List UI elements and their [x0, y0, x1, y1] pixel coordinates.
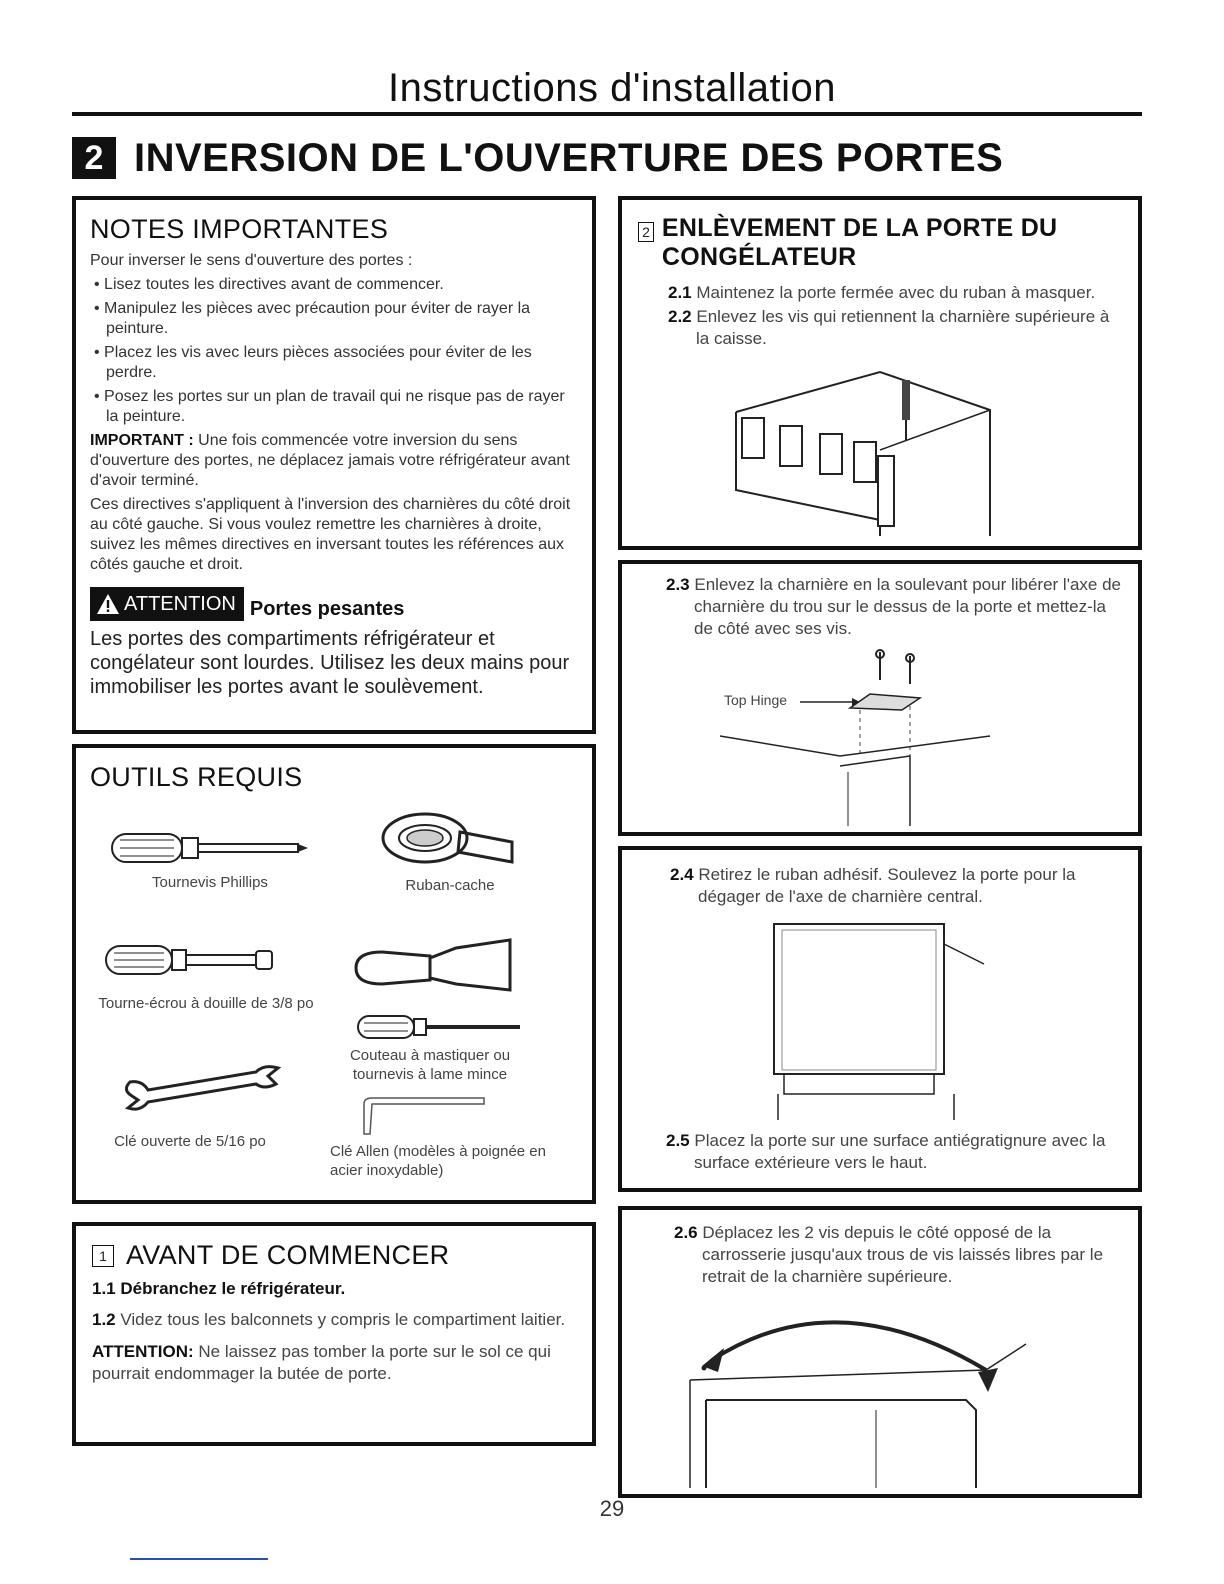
- tool-label: Clé Allen (modèles à poignée en acier inoxydable): [330, 1143, 546, 1179]
- removal-step: 2.3 Enlevez la charnière en la soulevant pour libérer l'axe de charnière du trou sur le dessus de la porte et mettez-la de côté avec ses vis.: [666, 575, 1121, 638]
- removal-step-2-5: 2.5 Placez la porte sur une surface antiégratignure avec la surface extérieure vers le haut.: [666, 1131, 1106, 1172]
- removal-step: 2.6 Déplacez les 2 vis depuis le côté opposé de la carrosserie jusqu'aux trous de vis laissés libres par le retrait de la charnière supérieure.: [674, 1223, 1104, 1286]
- move-screws-illustration: [686, 1310, 1036, 1490]
- footer-line: [130, 1558, 268, 1560]
- notes-paragraph: Ces directives s'appliquent à l'inversion des charnières du côté droit au côté gauche. Si vous voulez remettre les charnières à droite, suivez les mêmes directives en inversant toutes les références aux côtés gauche et droit.: [90, 496, 571, 573]
- warning-icon: [96, 593, 120, 615]
- fridge-taped-door-illustration: [730, 370, 1000, 540]
- removal-step: 2.4 Retirez le ruban adhésif. Soulevez la porte pour la dégager de l'axe de charnière central.: [670, 865, 1076, 906]
- removal-step: 2.1 Maintenez la porte fermée avec du ruban à masquer.: [668, 283, 1096, 302]
- nut-driver-icon: [104, 940, 284, 980]
- section-number-badge: 2: [72, 137, 116, 179]
- tool-label: Tourne-écrou à douille de 3/8 po: [98, 995, 314, 1012]
- section-title-text: INVERSION DE L'OUVERTURE DES PORTES: [134, 135, 1004, 180]
- before-number-badge: 1: [92, 1245, 114, 1267]
- notes-bullet: • Posez les portes sur un plan de travail qui ne risque pas de rayer la peinture.: [94, 388, 565, 425]
- removal-number-badge: 2: [638, 222, 654, 242]
- tool-label: Tournevis Phillips: [152, 874, 268, 891]
- allen-key-icon: [360, 1096, 490, 1136]
- tool-label: Clé ouverte de 5/16 po: [114, 1133, 266, 1150]
- phillips-screwdriver-icon: [110, 828, 310, 868]
- attention-text: Les portes des compartiments réfrigérateur et congélateur sont lourdes. Utilisez les deux mains pour immobiliser les portes avant le soulèvement.: [90, 628, 570, 698]
- tool-label: Ruban-cache: [405, 877, 495, 894]
- notes-important: IMPORTANT : Une fois commencée votre inversion du sens d'ouverture des portes, ne déplacez jamais votre réfrigérateur avant d'avoir terminé.: [90, 432, 570, 489]
- flat-screwdriver-icon: [356, 1012, 526, 1042]
- notes-box: [72, 196, 596, 734]
- putty-knife-icon: [352, 938, 512, 998]
- open-end-wrench-icon: [118, 1060, 288, 1116]
- attention-badge: ATTENTION: [90, 587, 244, 621]
- removal-step: 2.2 Enlevez les vis qui retiennent la charnière supérieure à la caisse.: [668, 307, 1110, 348]
- top-hinge-label: Top Hinge: [724, 692, 788, 708]
- notes-title: NOTES IMPORTANTES: [90, 214, 389, 244]
- notes-intro: Pour inverser le sens d'ouverture des portes :: [90, 252, 413, 269]
- notes-bullet: • Lisez toutes les directives avant de commencer.: [94, 276, 444, 293]
- before-box: [72, 1222, 596, 1446]
- before-attention: ATTENTION: Ne laissez pas tomber la porte sur le sol ce qui pourrait endommager la butée de porte.: [92, 1342, 551, 1383]
- before-title: AVANT DE COMMENCER: [126, 1240, 450, 1270]
- masking-tape-icon: [380, 810, 520, 870]
- notes-bullet: • Placez les vis avec leurs pièces associées pour éviter de les perdre.: [94, 344, 532, 381]
- before-step: 1.2 Videz tous les balconnets y compris le compartiment laitier.: [92, 1310, 566, 1329]
- notes-bullet: • Manipulez les pièces avec précaution pour éviter de rayer la peinture.: [94, 300, 531, 337]
- page-header: Instructions d'installation: [387, 66, 837, 110]
- removal-title: ENLÈVEMENT DE LA PORTE DU CONGÉLATEUR: [661, 214, 1058, 271]
- tools-title: OUTILS REQUIS: [90, 762, 303, 792]
- attention-banner: [90, 587, 578, 621]
- top-hinge-illustration: [720, 646, 1000, 826]
- header-rule: [72, 112, 1142, 116]
- lift-door-illustration: [770, 914, 990, 1124]
- tool-label: Couteau à mastiquer ou tournevis à lame mince: [349, 1047, 511, 1083]
- page-number: 29: [599, 1496, 625, 1521]
- before-step: 1.1 Débranchez le réfrigérateur.: [92, 1279, 346, 1298]
- attention-title: Portes pesantes: [249, 598, 405, 620]
- section-title: [72, 136, 1003, 180]
